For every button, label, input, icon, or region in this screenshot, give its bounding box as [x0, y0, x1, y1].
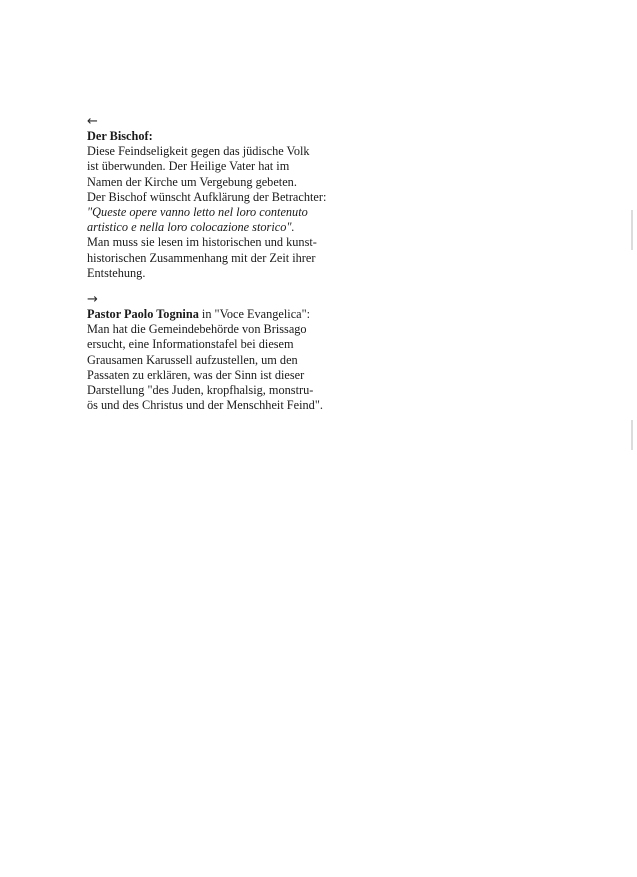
text-line: Man hat die Gemeindebehörde von Brissago: [87, 322, 307, 337]
bishop-section: [87, 114, 347, 281]
text-line: Namen der Kirche um Vergebung gebeten.: [87, 174, 297, 189]
text-line: Entstehung.: [87, 265, 146, 280]
pastor-heading: [87, 307, 347, 322]
scan-edge-mark: [631, 420, 633, 450]
text-line: ist überwunden. Der Heilige Vater hat im: [87, 159, 290, 174]
text-line: ös und des Christus und der Menschheit Feind".: [87, 398, 323, 413]
text-line: Darstellung "des Juden, kropfhalsig, monstru-: [87, 383, 314, 398]
text-line: Grausamen Karussell aufzustellen, um den: [87, 352, 298, 367]
text-line: Passaten zu erklären, was der Sinn ist dieser: [87, 367, 305, 382]
pastor-source: in "Voce Evangelica":: [198, 307, 311, 321]
right-arrow-icon: →: [87, 292, 98, 307]
left-arrow-icon: ←: [87, 114, 98, 129]
scan-edge-mark: [631, 210, 633, 250]
pastor-name: Pastor Paolo Tognina: [87, 307, 199, 321]
text-line: ersucht, eine Informationstafel bei diesem: [87, 337, 294, 352]
italian-quote-line: "Queste opere vanno letto nel loro contenuto: [87, 205, 308, 220]
text-line: historischen Zusammenhang mit der Zeit ihrer: [87, 250, 316, 265]
text-line: Diese Feindseligkeit gegen das jüdische Volk: [87, 144, 310, 159]
pastor-section: [87, 292, 347, 413]
italian-quote-line: artistico e nella loro colocazione storico".: [87, 220, 295, 235]
text-line: Man muss sie lesen im historischen und kunst-: [87, 235, 317, 250]
bishop-heading: Der Bischof:: [87, 129, 153, 143]
text-line: Der Bischof wünscht Aufklärung der Betrachter:: [87, 189, 327, 204]
